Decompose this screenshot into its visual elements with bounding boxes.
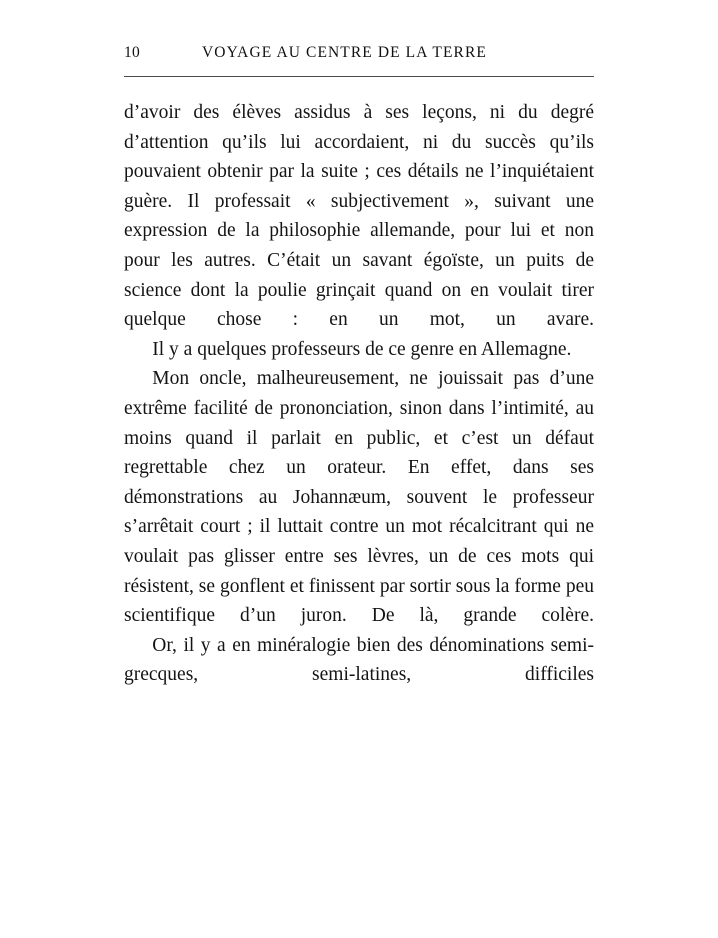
paragraph-1: d’avoir des élèves assidus à ses leçons, ni du degré d’attention qu’ils lui accordaient, ni du succès qu’ils pouvaient obtenir par la suite ; ces détails ne l’inquiétaient guère. Il professait « subjectivement », suivant une expression de la philosophie allemande, pour lui et non pour les autres. C’était un savant égoïste, un puits de science dont la poulie grinçait quand on en voulait tirer quelque chose : en un mot, un avare.: [124, 102, 594, 331]
paragraph-2: Il y a quelques professeurs de ce genre en Allemagne.: [152, 338, 572, 360]
paragraph-3: Mon oncle, malheureusement, ne jouissait pas d’une extrême facilité de prononciation, sinon dans l’intimité, au moins quand il parlait en public, et c’est un défaut regrettable chez un orateur. En effet, dans ses démonstrations au Johannæum, souvent le professeur s’arrêtait court ; il luttait contre un mot récalcitrant qui ne voulait pas glisser entre ses lèvres, un de ces mots qui résistent, se gonflent et finissent par sortir sous la forme peu scientifique d’un juron. De là, grande colère.: [124, 368, 594, 627]
header-rule: [124, 76, 594, 77]
page-body: [124, 98, 594, 690]
page-number: 10: [124, 44, 141, 61]
running-title: VOYAGE AU CENTRE DE LA TERRE: [202, 44, 487, 61]
running-head: [124, 44, 594, 66]
paragraph-4: Or, il y a en minéralogie bien des dénominations semi-grecques, semi-latines, difficiles: [124, 634, 594, 686]
